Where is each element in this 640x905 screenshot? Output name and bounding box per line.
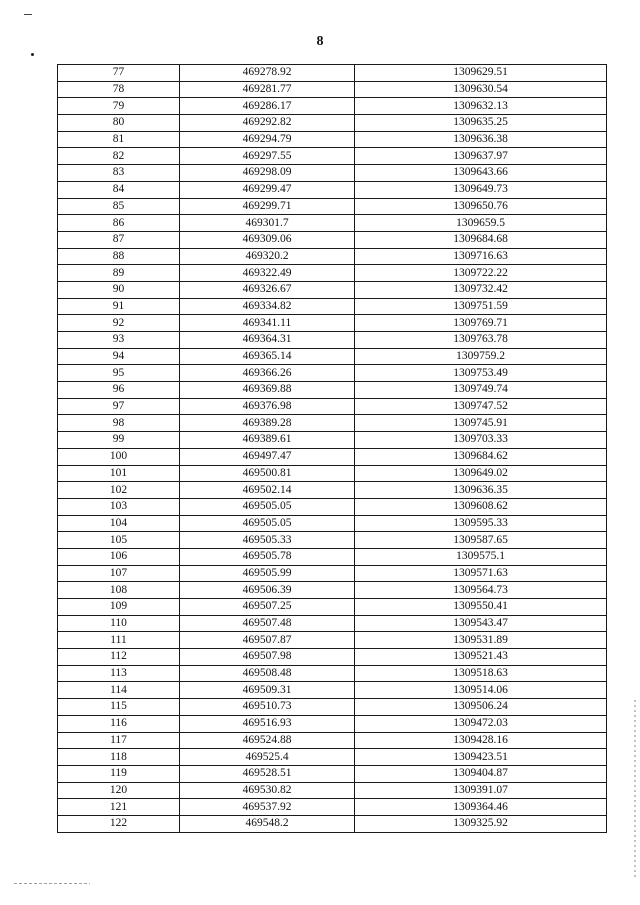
x-coordinate-cell: 469505.78 [180, 548, 355, 565]
y-coordinate-cell: 1309751.59 [355, 298, 607, 315]
point-number-cell: 110 [58, 615, 180, 632]
y-coordinate-cell: 1309608.62 [355, 498, 607, 515]
table-row [58, 649, 607, 666]
table-row [58, 765, 607, 782]
point-number-cell: 94 [58, 348, 180, 365]
point-number-cell: 111 [58, 632, 180, 649]
table-row [58, 665, 607, 682]
point-number-cell: 107 [58, 565, 180, 582]
y-coordinate-cell: 1309506.24 [355, 699, 607, 716]
y-coordinate-cell: 1309649.73 [355, 181, 607, 198]
table-row [58, 448, 607, 465]
x-coordinate-cell: 469322.49 [180, 265, 355, 282]
table-row [58, 131, 607, 148]
x-coordinate-cell: 469299.71 [180, 198, 355, 215]
table-row [58, 98, 607, 115]
y-coordinate-cell: 1309722.22 [355, 265, 607, 282]
point-number-cell: 83 [58, 165, 180, 182]
x-coordinate-cell: 469507.98 [180, 649, 355, 666]
x-coordinate-cell: 469505.05 [180, 515, 355, 532]
y-coordinate-cell: 1309543.47 [355, 615, 607, 632]
point-number-cell: 95 [58, 365, 180, 382]
x-coordinate-cell: 469525.4 [180, 749, 355, 766]
table-row [58, 365, 607, 382]
y-coordinate-cell: 1309472.03 [355, 715, 607, 732]
x-coordinate-cell: 469510.73 [180, 699, 355, 716]
y-coordinate-cell: 1309716.63 [355, 248, 607, 265]
point-number-cell: 120 [58, 782, 180, 799]
point-number-cell: 98 [58, 415, 180, 432]
y-coordinate-cell: 1309769.71 [355, 315, 607, 332]
x-coordinate-cell: 469376.98 [180, 398, 355, 415]
point-number-cell: 104 [58, 515, 180, 532]
y-coordinate-cell: 1309595.33 [355, 515, 607, 532]
x-coordinate-cell: 469365.14 [180, 348, 355, 365]
y-coordinate-cell: 1309629.51 [355, 65, 607, 82]
point-number-cell: 93 [58, 332, 180, 349]
table-row [58, 181, 607, 198]
table-row [58, 515, 607, 532]
point-number-cell: 82 [58, 148, 180, 165]
point-number-cell: 90 [58, 281, 180, 298]
x-coordinate-cell: 469497.47 [180, 448, 355, 465]
y-coordinate-cell: 1309659.5 [355, 215, 607, 232]
table-row [58, 198, 607, 215]
y-coordinate-cell: 1309753.49 [355, 365, 607, 382]
table-row [58, 599, 607, 616]
table-row [58, 715, 607, 732]
table-row [58, 398, 607, 415]
y-coordinate-cell: 1309763.78 [355, 332, 607, 349]
x-coordinate-cell: 469299.47 [180, 181, 355, 198]
y-coordinate-cell: 1309550.41 [355, 599, 607, 616]
point-number-cell: 106 [58, 548, 180, 565]
table-row [58, 548, 607, 565]
coordinates-table-body [58, 65, 607, 833]
x-coordinate-cell: 469326.67 [180, 281, 355, 298]
point-number-cell: 101 [58, 465, 180, 482]
x-coordinate-cell: 469334.82 [180, 298, 355, 315]
point-number-cell: 92 [58, 315, 180, 332]
y-coordinate-cell: 1309745.91 [355, 415, 607, 432]
x-coordinate-cell: 469301.7 [180, 215, 355, 232]
table-row [58, 732, 607, 749]
table-row [58, 532, 607, 549]
point-number-cell: 114 [58, 682, 180, 699]
x-coordinate-cell: 469294.79 [180, 131, 355, 148]
table-row [58, 682, 607, 699]
x-coordinate-cell: 469505.99 [180, 565, 355, 582]
table-row [58, 782, 607, 799]
table-row [58, 632, 607, 649]
x-coordinate-cell: 469507.48 [180, 615, 355, 632]
y-coordinate-cell: 1309364.46 [355, 799, 607, 816]
table-row [58, 582, 607, 599]
y-coordinate-cell: 1309428.16 [355, 732, 607, 749]
point-number-cell: 78 [58, 81, 180, 98]
y-coordinate-cell: 1309325.92 [355, 815, 607, 832]
point-number-cell: 108 [58, 582, 180, 599]
point-number-cell: 87 [58, 231, 180, 248]
point-number-cell: 80 [58, 115, 180, 132]
point-number-cell: 102 [58, 482, 180, 499]
y-coordinate-cell: 1309635.25 [355, 115, 607, 132]
table-row [58, 565, 607, 582]
x-coordinate-cell: 469537.92 [180, 799, 355, 816]
table-row [58, 432, 607, 449]
table-row [58, 699, 607, 716]
y-coordinate-cell: 1309521.43 [355, 649, 607, 666]
coordinates-table [57, 64, 607, 833]
y-coordinate-cell: 1309650.76 [355, 198, 607, 215]
y-coordinate-cell: 1309732.42 [355, 281, 607, 298]
y-coordinate-cell: 1309531.89 [355, 632, 607, 649]
x-coordinate-cell: 469528.51 [180, 765, 355, 782]
scan-mark-dot [31, 53, 34, 56]
y-coordinate-cell: 1309703.33 [355, 432, 607, 449]
table-row [58, 215, 607, 232]
table-row [58, 348, 607, 365]
x-coordinate-cell: 469507.25 [180, 599, 355, 616]
y-coordinate-cell: 1309630.54 [355, 81, 607, 98]
x-coordinate-cell: 469320.2 [180, 248, 355, 265]
point-number-cell: 112 [58, 649, 180, 666]
point-number-cell: 84 [58, 181, 180, 198]
scan-edge-noise [634, 700, 636, 880]
point-number-cell: 100 [58, 448, 180, 465]
x-coordinate-cell: 469309.06 [180, 231, 355, 248]
y-coordinate-cell: 1309575.1 [355, 548, 607, 565]
table-row [58, 482, 607, 499]
table-row [58, 81, 607, 98]
y-coordinate-cell: 1309643.66 [355, 165, 607, 182]
y-coordinate-cell: 1309759.2 [355, 348, 607, 365]
point-number-cell: 96 [58, 382, 180, 399]
point-number-cell: 109 [58, 599, 180, 616]
y-coordinate-cell: 1309587.65 [355, 532, 607, 549]
scan-bottom-line [14, 883, 90, 884]
y-coordinate-cell: 1309747.52 [355, 398, 607, 415]
y-coordinate-cell: 1309637.97 [355, 148, 607, 165]
point-number-cell: 85 [58, 198, 180, 215]
point-number-cell: 122 [58, 815, 180, 832]
table-row [58, 498, 607, 515]
page-number: 8 [316, 34, 324, 49]
point-number-cell: 91 [58, 298, 180, 315]
y-coordinate-cell: 1309632.13 [355, 98, 607, 115]
y-coordinate-cell: 1309684.62 [355, 448, 607, 465]
x-coordinate-cell: 469508.48 [180, 665, 355, 682]
x-coordinate-cell: 469502.14 [180, 482, 355, 499]
x-coordinate-cell: 469507.87 [180, 632, 355, 649]
point-number-cell: 113 [58, 665, 180, 682]
point-number-cell: 118 [58, 749, 180, 766]
point-number-cell: 105 [58, 532, 180, 549]
y-coordinate-cell: 1309636.38 [355, 131, 607, 148]
y-coordinate-cell: 1309514.06 [355, 682, 607, 699]
table-row [58, 281, 607, 298]
point-number-cell: 89 [58, 265, 180, 282]
table-row [58, 749, 607, 766]
y-coordinate-cell: 1309571.63 [355, 565, 607, 582]
point-number-cell: 121 [58, 799, 180, 816]
point-number-cell: 86 [58, 215, 180, 232]
table-row [58, 799, 607, 816]
x-coordinate-cell: 469505.33 [180, 532, 355, 549]
point-number-cell: 97 [58, 398, 180, 415]
y-coordinate-cell: 1309423.51 [355, 749, 607, 766]
table-row [58, 248, 607, 265]
x-coordinate-cell: 469298.09 [180, 165, 355, 182]
y-coordinate-cell: 1309564.73 [355, 582, 607, 599]
x-coordinate-cell: 469292.82 [180, 115, 355, 132]
y-coordinate-cell: 1309404.87 [355, 765, 607, 782]
table-row [58, 615, 607, 632]
table-row [58, 165, 607, 182]
x-coordinate-cell: 469389.28 [180, 415, 355, 432]
table-row [58, 382, 607, 399]
x-coordinate-cell: 469506.39 [180, 582, 355, 599]
x-coordinate-cell: 469509.31 [180, 682, 355, 699]
point-number-cell: 77 [58, 65, 180, 82]
x-coordinate-cell: 469500.81 [180, 465, 355, 482]
x-coordinate-cell: 469341.11 [180, 315, 355, 332]
y-coordinate-cell: 1309391.07 [355, 782, 607, 799]
y-coordinate-cell: 1309636.35 [355, 482, 607, 499]
x-coordinate-cell: 469530.82 [180, 782, 355, 799]
x-coordinate-cell: 469524.88 [180, 732, 355, 749]
y-coordinate-cell: 1309649.02 [355, 465, 607, 482]
x-coordinate-cell: 469281.77 [180, 81, 355, 98]
x-coordinate-cell: 469516.93 [180, 715, 355, 732]
x-coordinate-cell: 469297.55 [180, 148, 355, 165]
x-coordinate-cell: 469286.17 [180, 98, 355, 115]
x-coordinate-cell: 469369.88 [180, 382, 355, 399]
x-coordinate-cell: 469505.05 [180, 498, 355, 515]
point-number-cell: 79 [58, 98, 180, 115]
y-coordinate-cell: 1309518.63 [355, 665, 607, 682]
x-coordinate-cell: 469366.26 [180, 365, 355, 382]
point-number-cell: 117 [58, 732, 180, 749]
scan-mark-dash [24, 14, 32, 15]
y-coordinate-cell: 1309749.74 [355, 382, 607, 399]
point-number-cell: 119 [58, 765, 180, 782]
table-row [58, 415, 607, 432]
x-coordinate-cell: 469364.31 [180, 332, 355, 349]
table-row [58, 115, 607, 132]
table-row [58, 148, 607, 165]
point-number-cell: 81 [58, 131, 180, 148]
table-row [58, 315, 607, 332]
table-row [58, 298, 607, 315]
table-row [58, 65, 607, 82]
point-number-cell: 88 [58, 248, 180, 265]
table-row [58, 815, 607, 832]
table-row [58, 265, 607, 282]
table-row [58, 231, 607, 248]
y-coordinate-cell: 1309684.68 [355, 231, 607, 248]
point-number-cell: 116 [58, 715, 180, 732]
point-number-cell: 99 [58, 432, 180, 449]
point-number-cell: 103 [58, 498, 180, 515]
x-coordinate-cell: 469278.92 [180, 65, 355, 82]
table-row [58, 465, 607, 482]
x-coordinate-cell: 469548.2 [180, 815, 355, 832]
point-number-cell: 115 [58, 699, 180, 716]
x-coordinate-cell: 469389.61 [180, 432, 355, 449]
table-row [58, 332, 607, 349]
